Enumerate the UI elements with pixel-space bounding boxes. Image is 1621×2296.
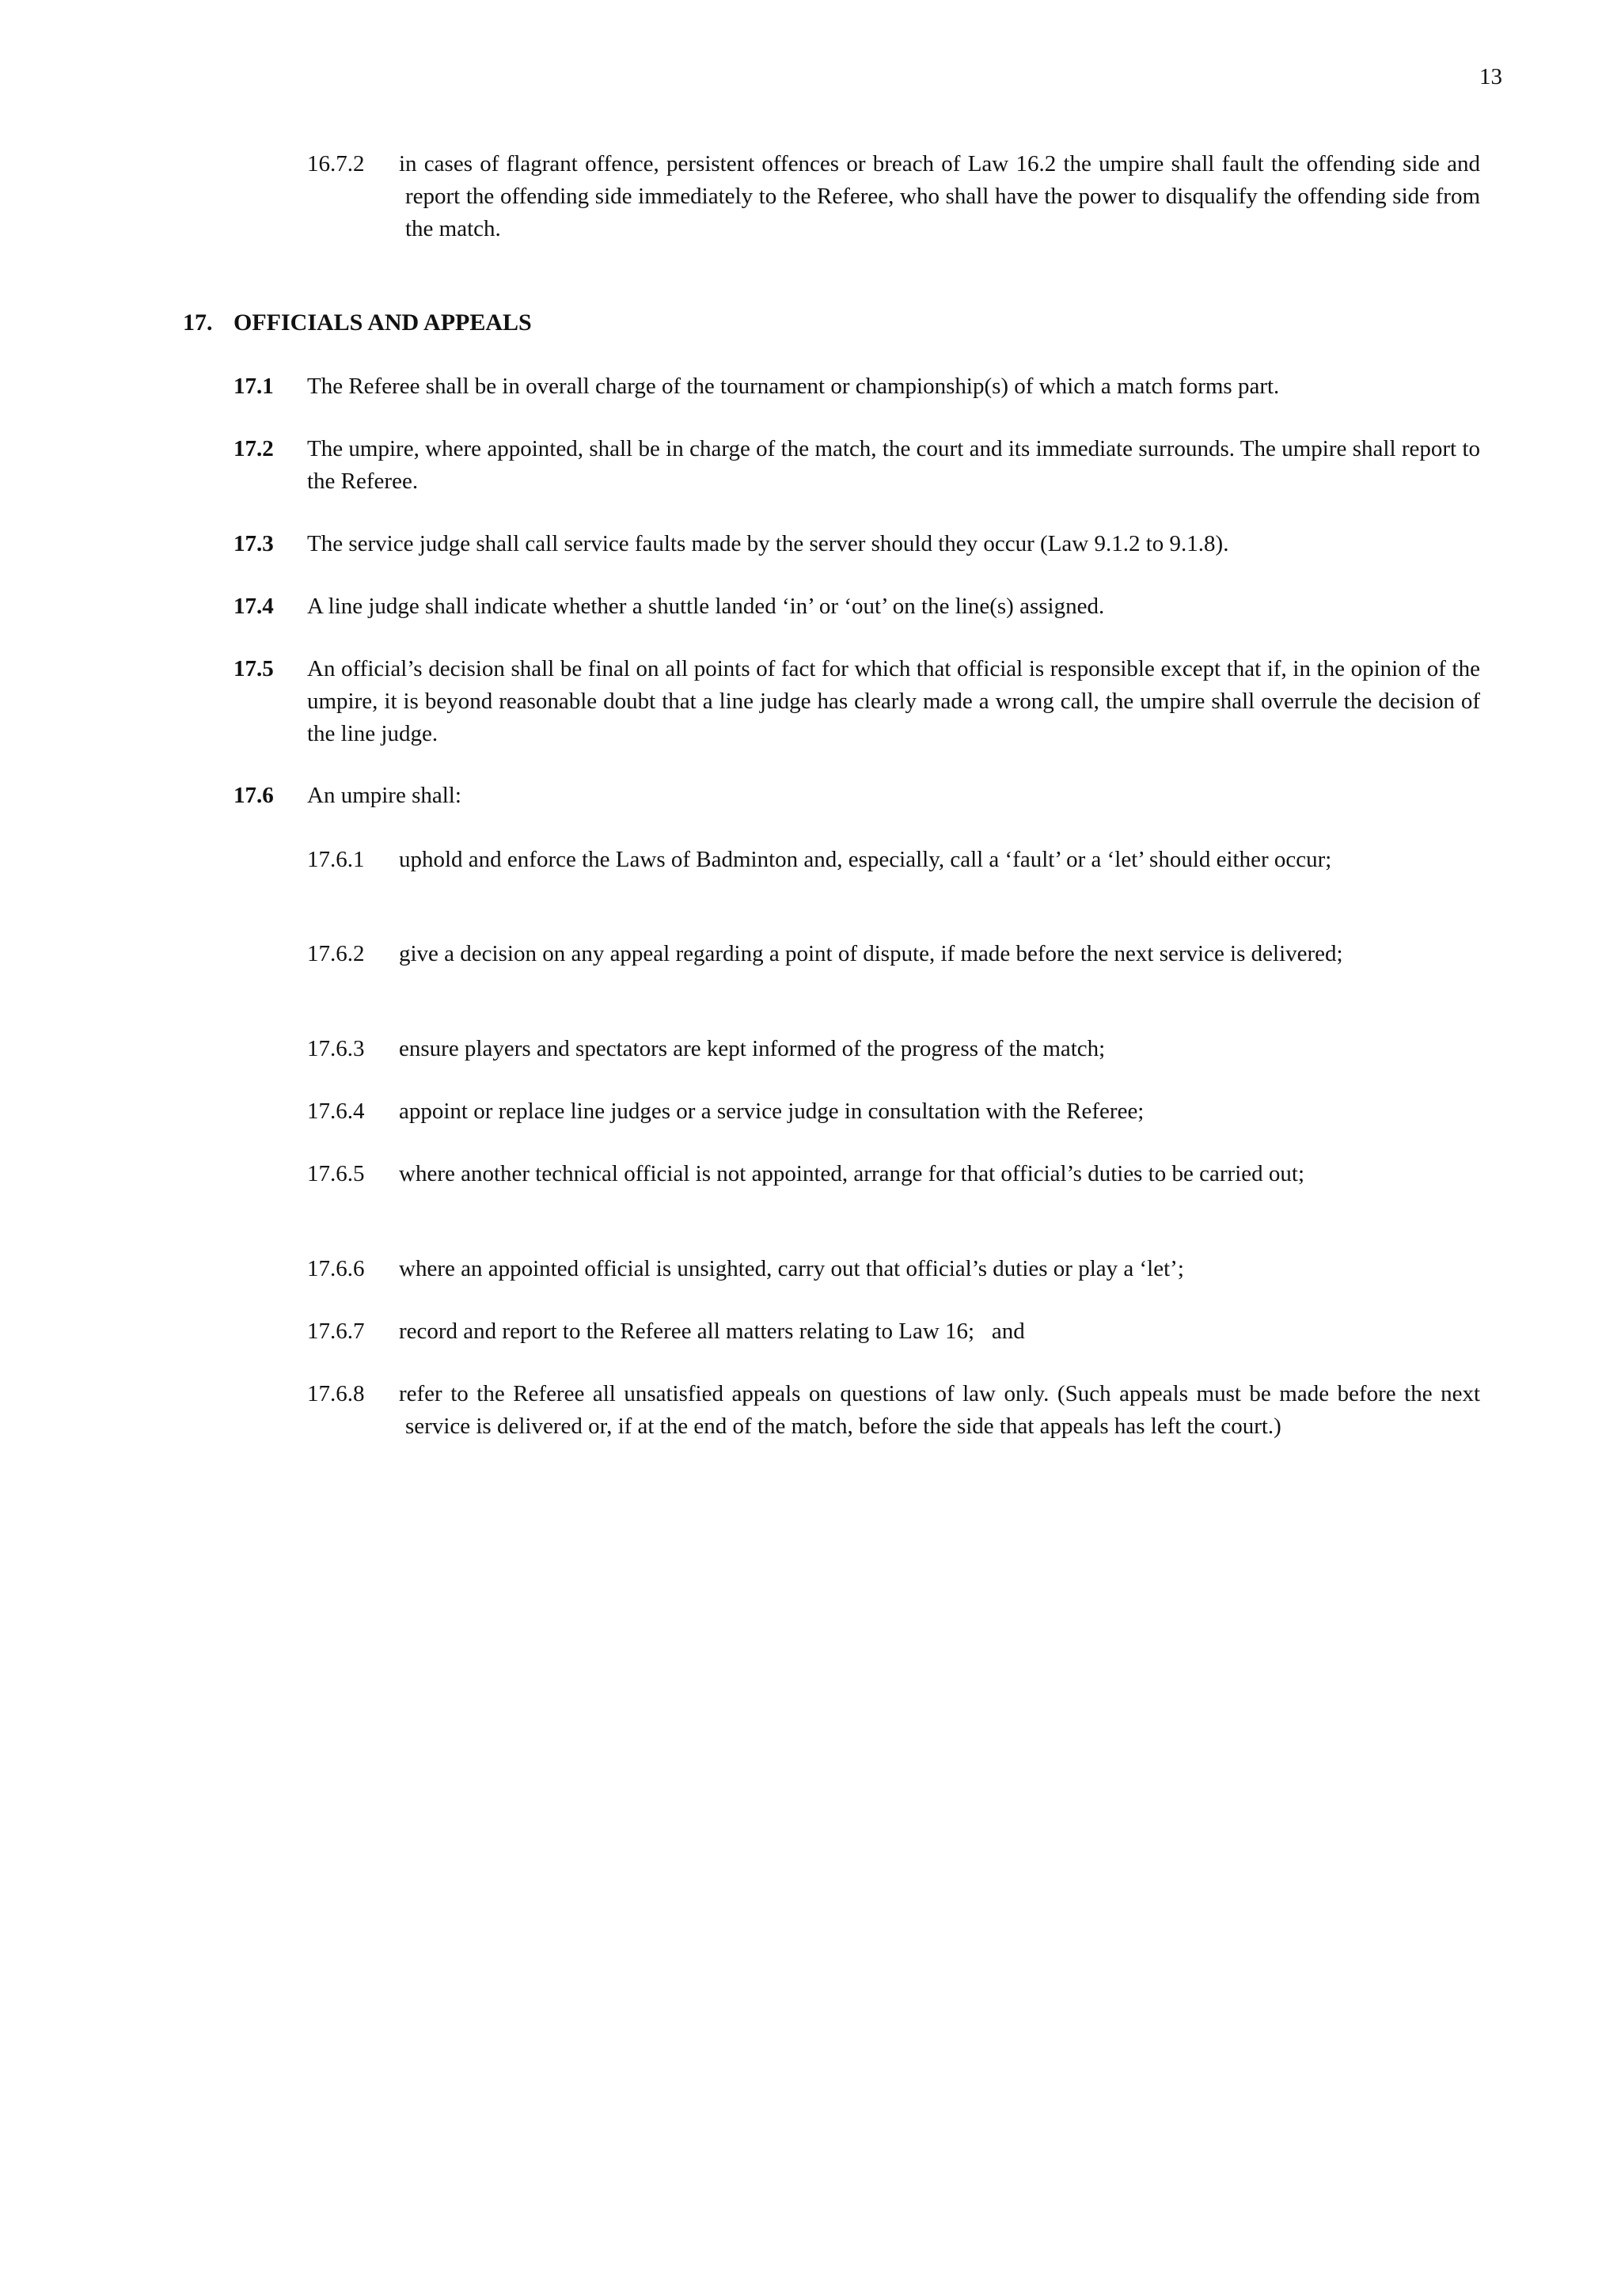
subitem-number: 17.6.2: [307, 941, 365, 966]
clause-number: 17.4: [233, 594, 274, 619]
subitem-17-6-2: [307, 938, 1480, 970]
clause-number: 17.1: [233, 374, 274, 399]
clause-17-3: [233, 528, 1480, 560]
clause-text: The umpire, where appointed, shall be in charge of the match, the court and its immediate surrounds. The umpire shall report to the Referee.: [307, 436, 1480, 494]
subitem-text: refer to the Referee all unsatisfied appeals on questions of law only. (Such appeals must be made before the next service is delivered or, if at the end of the match, before the side that appeals has left the court.): [399, 1381, 1480, 1439]
clause-17-2: [233, 433, 1480, 498]
clause-number: 17.2: [233, 436, 274, 461]
clause-text: The service judge shall call service faults made by the server should they occur (Law 9.1.2 to 9.1.8).: [307, 531, 1229, 556]
clause-number: 17.6: [233, 783, 274, 808]
clause-17-1: [233, 370, 1480, 403]
subitem-number: 17.6.6: [307, 1256, 365, 1281]
subitem-17-6-5: [307, 1158, 1480, 1190]
subitem-number: 17.6.8: [307, 1381, 365, 1406]
clause-text: An official’s decision shall be final on all points of fact for which that official is responsible except that if, in the opinion of the umpire, it is beyond reasonable doubt that a line judge has clearly made a wrong call, the umpire shall overrule the decision of the line judge.: [307, 656, 1480, 746]
subitem-text: record and report to the Referee all matters relating to Law 16; and: [399, 1319, 1025, 1344]
subitem-text: where an appointed official is unsighted, carry out that official’s duties or play a ‘let’;: [399, 1256, 1184, 1281]
clause-number: 17.3: [233, 531, 274, 556]
subitem-number: 17.6.3: [307, 1036, 365, 1061]
page-number: 13: [1479, 64, 1502, 89]
subitem-text: where another technical official is not appointed, arrange for that official’s duties to be carried out;: [399, 1161, 1304, 1186]
item-number: 16.7.2: [307, 151, 365, 176]
subitem-17-6-8: [307, 1378, 1480, 1443]
subitem-text: appoint or replace line judges or a service judge in consultation with the Referee;: [399, 1099, 1145, 1124]
subitem-number: 17.6.5: [307, 1161, 365, 1186]
subitem-text: uphold and enforce the Laws of Badminton and, especially, call a ‘fault’ or a ‘let’ should either occur;: [399, 847, 1332, 872]
subitem-17-6-1: [307, 844, 1480, 876]
subitem-number: 17.6.4: [307, 1099, 365, 1124]
subitem-text: ensure players and spectators are kept informed of the progress of the match;: [399, 1036, 1106, 1061]
clause-17-4: [233, 590, 1480, 623]
clause-17-6: [233, 780, 1480, 812]
item-text: in cases of flagrant offence, persistent offences or breach of Law 16.2 the umpire shall fault the offending side and report the offending side immediately to the Referee, who shall have the power to disqualify the offending side from the match.: [399, 151, 1480, 241]
clause-text: The Referee shall be in overall charge of the tournament or championship(s) of which a match forms part.: [307, 374, 1280, 399]
subitem-17-6-6: [307, 1253, 1480, 1285]
clause-number: 17.5: [233, 656, 274, 681]
subitem-17-6-4: [307, 1095, 1480, 1128]
section-number: 17.: [183, 309, 213, 336]
clause-text: An umpire shall:: [307, 783, 461, 808]
clause-17-5: [233, 653, 1480, 750]
subitem-number: 17.6.1: [307, 847, 365, 872]
section-title: OFFICIALS AND APPEALS: [233, 309, 532, 336]
section-heading: [183, 306, 532, 339]
subitem-17-6-3: [307, 1033, 1480, 1065]
subitem-number: 17.6.7: [307, 1319, 365, 1344]
subitem-17-6-7: [307, 1315, 1480, 1348]
law-item-16-7-2: [307, 148, 1480, 245]
clause-text: A line judge shall indicate whether a shuttle landed ‘in’ or ‘out’ on the line(s) assigned.: [307, 594, 1105, 619]
subitem-text: give a decision on any appeal regarding a point of dispute, if made before the next service is delivered;: [399, 941, 1343, 966]
